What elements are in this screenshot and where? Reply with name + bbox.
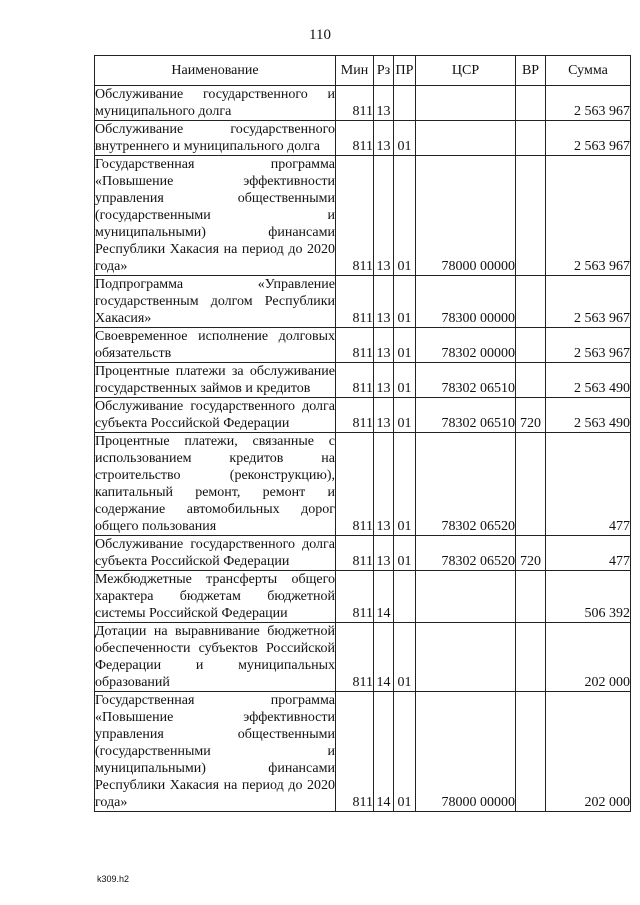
row-name: Своевременное исполнение долговых обязательств (95, 329, 335, 361)
row-csr: 78302 06520 (416, 433, 516, 536)
row-pr: 01 (394, 536, 416, 571)
row-sum: 2 563 490 (546, 363, 631, 398)
row-rz: 13 (374, 156, 394, 276)
row-vr (516, 121, 546, 156)
row-vr: 720 (516, 536, 546, 571)
row-sum: 477 (546, 433, 631, 536)
header-min: Мин (336, 56, 374, 86)
row-pr: 01 (394, 623, 416, 692)
table-header-row (95, 56, 631, 86)
row-sum: 2 563 967 (546, 86, 631, 121)
row-csr: 78302 00000 (416, 328, 516, 363)
row-vr: 720 (516, 398, 546, 433)
row-csr: 78302 06510 (416, 363, 516, 398)
table-row (95, 121, 631, 156)
row-min: 811 (336, 156, 374, 276)
row-name: Государственная программа «Повышение эффективности управления общественными (государственными и муниципальными) финансами Республики Хакасия на период до 2020 года» (95, 157, 335, 274)
row-sum: 2 563 967 (546, 276, 631, 328)
row-min: 811 (336, 398, 374, 433)
row-rz: 13 (374, 328, 394, 363)
row-min: 811 (336, 363, 374, 398)
row-rz: 13 (374, 536, 394, 571)
row-rz: 14 (374, 692, 394, 812)
table-row (95, 433, 631, 536)
row-name: Межбюджетные трансферты общего характера бюджетам бюджетной системы Российской Федерации (95, 572, 335, 621)
row-sum: 2 563 967 (546, 156, 631, 276)
row-vr (516, 571, 546, 623)
row-pr: 01 (394, 433, 416, 536)
row-vr (516, 328, 546, 363)
footer-code: k309.h2 (97, 874, 130, 884)
table-row (95, 86, 631, 121)
header-vr: ВР (516, 56, 546, 86)
row-vr (516, 276, 546, 328)
budget-table (94, 55, 631, 812)
row-rz: 13 (374, 276, 394, 328)
row-pr: 01 (394, 276, 416, 328)
row-min: 811 (336, 623, 374, 692)
row-vr (516, 156, 546, 276)
row-pr (394, 571, 416, 623)
row-vr (516, 363, 546, 398)
row-sum: 202 000 (546, 692, 631, 812)
row-pr: 01 (394, 328, 416, 363)
header-name: Наименование (95, 56, 336, 86)
row-vr (516, 86, 546, 121)
row-csr (416, 86, 516, 121)
row-name: Дотации на выравнивание бюджетной обеспеченности субъектов Российской Федерации и муниципальных образований (95, 624, 335, 690)
row-min: 811 (336, 692, 374, 812)
row-vr (516, 433, 546, 536)
row-csr: 78302 06510 (416, 398, 516, 433)
table-row (95, 623, 631, 692)
table-row (95, 276, 631, 328)
row-csr (416, 121, 516, 156)
row-vr (516, 692, 546, 812)
header-rz: Рз (374, 56, 394, 86)
table-row (95, 692, 631, 812)
row-rz: 14 (374, 623, 394, 692)
row-pr: 01 (394, 692, 416, 812)
row-rz: 14 (374, 571, 394, 623)
row-vr (516, 623, 546, 692)
row-min: 811 (336, 86, 374, 121)
row-sum: 2 563 490 (546, 398, 631, 433)
row-min: 811 (336, 433, 374, 536)
row-sum: 202 000 (546, 623, 631, 692)
table-row (95, 156, 631, 276)
row-rz: 13 (374, 433, 394, 536)
row-name: Процентные платежи за обслуживание государственных займов и кредитов (95, 364, 335, 396)
row-pr: 01 (394, 398, 416, 433)
table-row (95, 363, 631, 398)
table-row (95, 571, 631, 623)
row-csr: 78000 00000 (416, 692, 516, 812)
row-name: Обслуживание государственного долга субъекта Российской Федерации (95, 399, 335, 431)
header-pr: ПР (394, 56, 416, 86)
header-csr: ЦСР (416, 56, 516, 86)
row-min: 811 (336, 536, 374, 571)
page-number: 110 (309, 27, 331, 43)
row-csr: 78000 00000 (416, 156, 516, 276)
row-sum: 2 563 967 (546, 328, 631, 363)
table-row (95, 328, 631, 363)
row-pr: 01 (394, 363, 416, 398)
row-name: Процентные платежи, связанные с использованием кредитов на строительство (реконструкцию), капитальный ремонт, ремонт и содержание автомобильных дорог общего пользования (95, 434, 335, 534)
row-sum: 2 563 967 (546, 121, 631, 156)
row-pr: 01 (394, 156, 416, 276)
row-name: Обслуживание государственного и муниципального долга (95, 87, 335, 119)
row-pr: 01 (394, 121, 416, 156)
row-min: 811 (336, 276, 374, 328)
row-pr (394, 86, 416, 121)
row-rz: 13 (374, 363, 394, 398)
row-sum: 506 392 (546, 571, 631, 623)
row-csr: 78302 06520 (416, 536, 516, 571)
row-min: 811 (336, 571, 374, 623)
row-csr (416, 571, 516, 623)
row-name: Подпрограмма «Управление государственным долгом Республики Хакасия» (95, 277, 335, 326)
table-row (95, 536, 631, 571)
row-csr: 78300 00000 (416, 276, 516, 328)
row-name: Обслуживание государственного долга субъекта Российской Федерации (95, 537, 335, 569)
row-min: 811 (336, 328, 374, 363)
row-rz: 13 (374, 398, 394, 433)
row-rz: 13 (374, 121, 394, 156)
row-name: Обслуживание государственного внутреннего и муниципального долга (95, 122, 335, 154)
row-min: 811 (336, 121, 374, 156)
row-csr (416, 623, 516, 692)
row-sum: 477 (546, 536, 631, 571)
header-sum: Сумма (546, 56, 631, 86)
row-rz: 13 (374, 86, 394, 121)
row-name: Государственная программа «Повышение эффективности управления общественными (государственными и муниципальными) финансами Республики Хакасия на период до 2020 года» (95, 693, 335, 810)
table-row (95, 398, 631, 433)
